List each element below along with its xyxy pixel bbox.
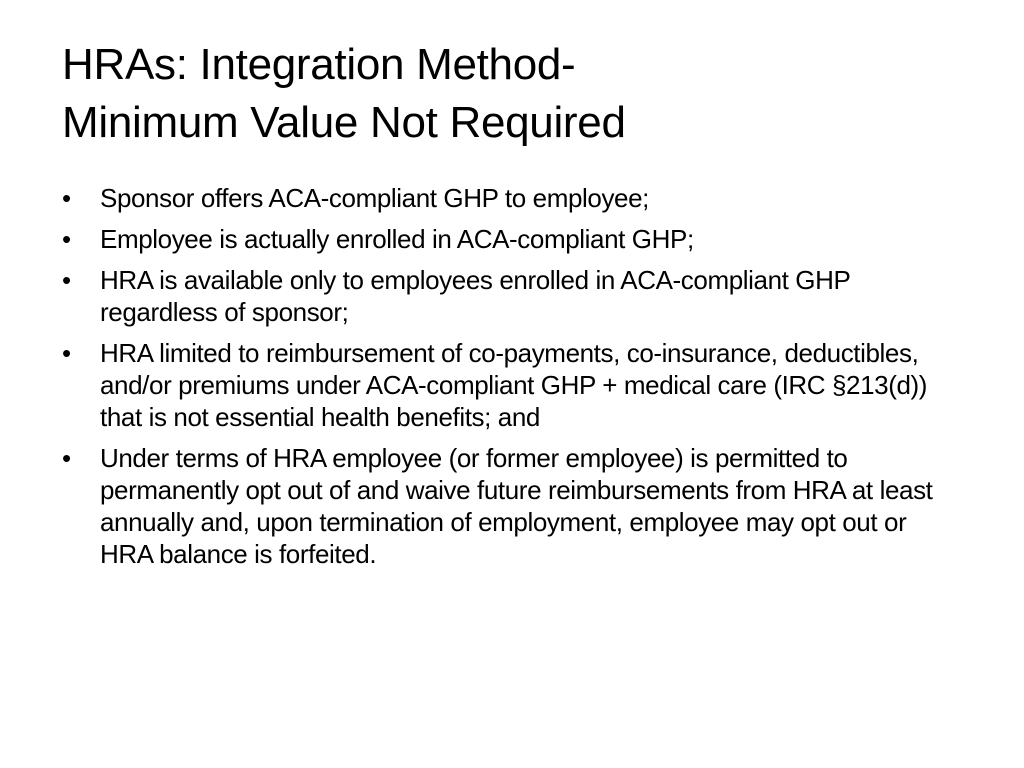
bullet-text: HRA limited to reimbursement of co-payments, co-insurance, deductibles, and/or premiums under ACA-compliant GHP + medical care (IRC §213(d)) that is not essential health benefits; and bbox=[100, 338, 928, 432]
bullet-icon: • bbox=[62, 338, 71, 368]
bullet-item-employee-enrolled bbox=[62, 223, 962, 255]
bullet-item-hra-available bbox=[62, 264, 962, 328]
bullet-item-sponsor-offers bbox=[62, 182, 962, 214]
bullet-icon: • bbox=[62, 265, 71, 295]
title-line-2: Minimum Value Not Required bbox=[62, 98, 626, 147]
bullet-icon: • bbox=[62, 443, 71, 473]
bullet-text: Employee is actually enrolled in ACA-compliant GHP; bbox=[100, 224, 694, 254]
slide-title bbox=[62, 36, 962, 152]
bullet-item-hra-limited bbox=[62, 337, 962, 433]
bullet-text: Under terms of HRA employee (or former employee) is permitted to permanently opt out of and waive future reimbursements from HRA at least annually and, upon termination of employment, employee may opt out or HRA balance is forfeited. bbox=[100, 443, 933, 569]
title-line-1: HRAs: Integration Method- bbox=[62, 40, 576, 89]
bullet-item-opt-out-terms bbox=[62, 442, 962, 570]
bullet-icon: • bbox=[62, 224, 71, 254]
bullet-text: Sponsor offers ACA-compliant GHP to employee; bbox=[100, 183, 649, 213]
bullet-icon: • bbox=[62, 183, 71, 213]
bullet-list bbox=[62, 182, 962, 579]
bullet-text: HRA is available only to employees enrolled in ACA-compliant GHP regardless of sponsor; bbox=[100, 265, 850, 327]
